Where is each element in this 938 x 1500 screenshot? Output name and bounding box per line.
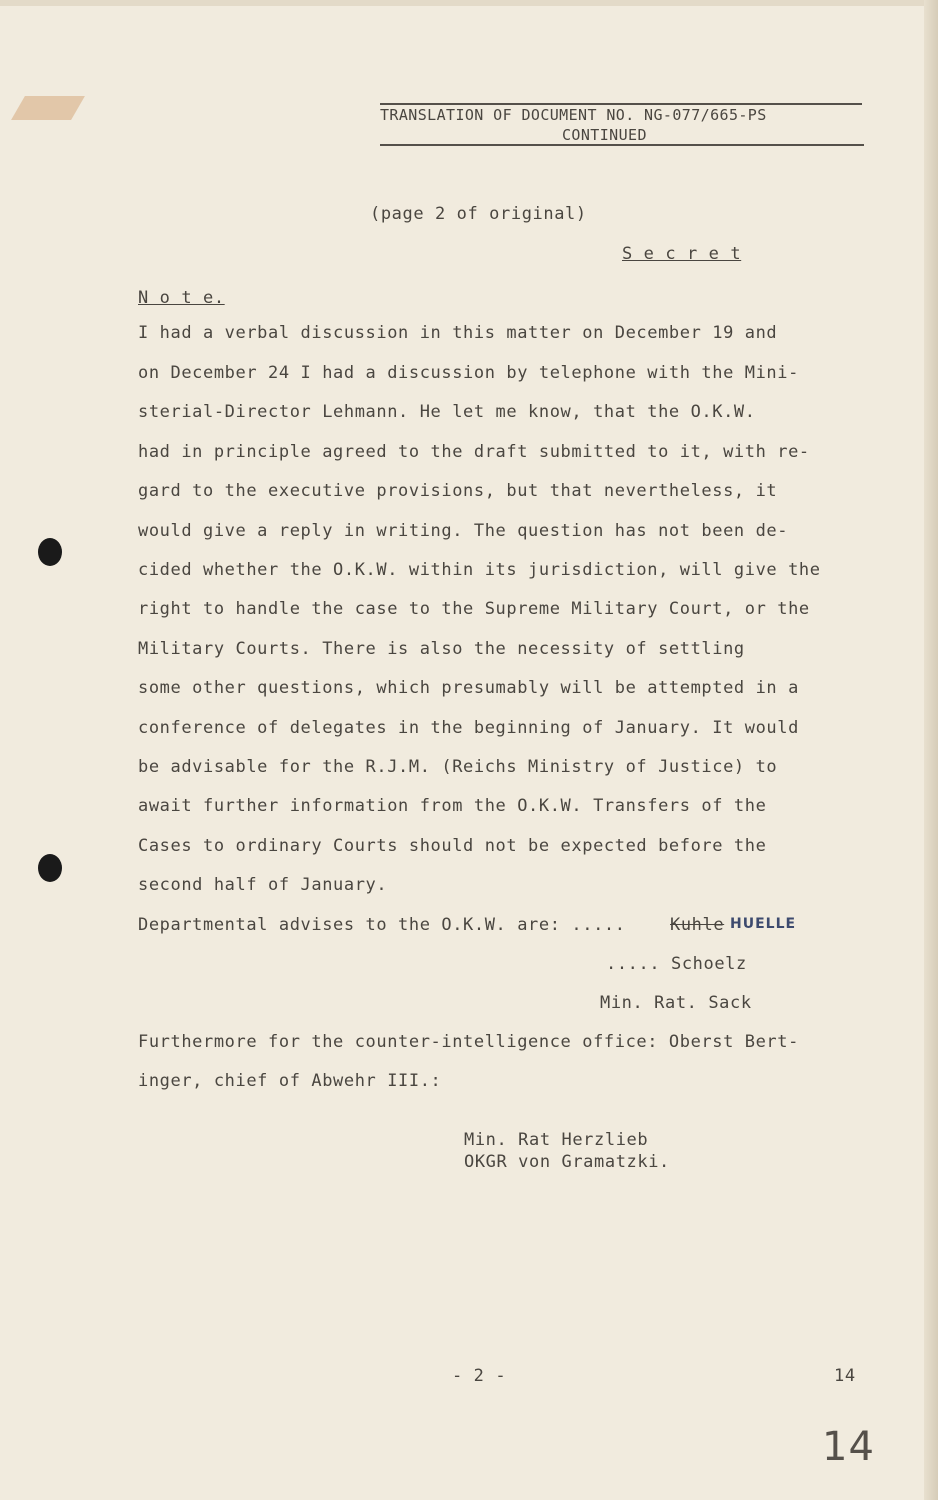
- stamp-number: 14: [834, 1366, 856, 1386]
- advisers-label: Departmental advises to the O.K.W. are: .....: [138, 915, 626, 935]
- counter-intel-line: inger, chief of Abwehr III.:: [138, 1071, 442, 1091]
- page-reference: (page 2 of original): [370, 204, 587, 224]
- header-bottom-rule: [380, 144, 864, 146]
- body-line: right to handle the case to the Supreme Military Court, or the: [138, 599, 810, 619]
- body-line: would give a reply in writing. The question has not been de-: [138, 521, 789, 541]
- body-line: cided whether the O.K.W. within its jurisdiction, will give the: [138, 560, 821, 580]
- handwritten-page-number: 14: [822, 1424, 875, 1470]
- header-title: TRANSLATION OF DOCUMENT NO. NG-077/665-PS: [380, 106, 767, 124]
- adviser-schoelz: ..... Schoelz: [606, 954, 747, 974]
- body-line: second half of January.: [138, 875, 388, 895]
- handwritten-huelle: HUELLE: [730, 916, 797, 932]
- page-number: - 2 -: [452, 1366, 507, 1386]
- classification-secret: S e c r e t: [622, 244, 742, 264]
- body-line: sterial-Director Lehmann. He let me know, that the O.K.W.: [138, 402, 756, 422]
- adviser-kuhle-struck: Kuhle: [670, 915, 725, 935]
- body-line: gard to the executive provisions, but that nevertheless, it: [138, 481, 778, 501]
- punch-hole: [38, 854, 62, 882]
- adviser-sack: Min. Rat. Sack: [600, 993, 752, 1013]
- page-right-edge: [924, 0, 938, 1500]
- counter-intel-line: Furthermore for the counter-intelligence office: Oberst Bert-: [138, 1032, 799, 1052]
- header-top-rule: [380, 103, 862, 105]
- body-line: Military Courts. There is also the necessity of settling: [138, 639, 745, 659]
- body-line: Cases to ordinary Courts should not be expected before the: [138, 836, 767, 856]
- body-line: had in principle agreed to the draft submitted to it, with re-: [138, 442, 810, 462]
- paper-tab-mark: [11, 96, 85, 120]
- page-top-edge: [0, 0, 938, 6]
- body-line: conference of delegates in the beginning of January. It would: [138, 718, 799, 738]
- body-line: await further information from the O.K.W. Transfers of the: [138, 796, 767, 816]
- body-line: on December 24 I had a discussion by telephone with the Mini-: [138, 363, 799, 383]
- punch-hole: [38, 538, 62, 566]
- body-line: some other questions, which presumably will be attempted in a: [138, 678, 799, 698]
- signatory-herzlieb: Min. Rat Herzlieb: [464, 1130, 649, 1150]
- body-line: be advisable for the R.J.M. (Reichs Ministry of Justice) to: [138, 757, 778, 777]
- note-heading: N o t e.: [138, 288, 225, 308]
- body-line: I had a verbal discussion in this matter on December 19 and: [138, 323, 778, 343]
- header-continued: CONTINUED: [562, 126, 647, 144]
- signatory-gramatzki: OKGR von Gramatzki.: [464, 1152, 670, 1172]
